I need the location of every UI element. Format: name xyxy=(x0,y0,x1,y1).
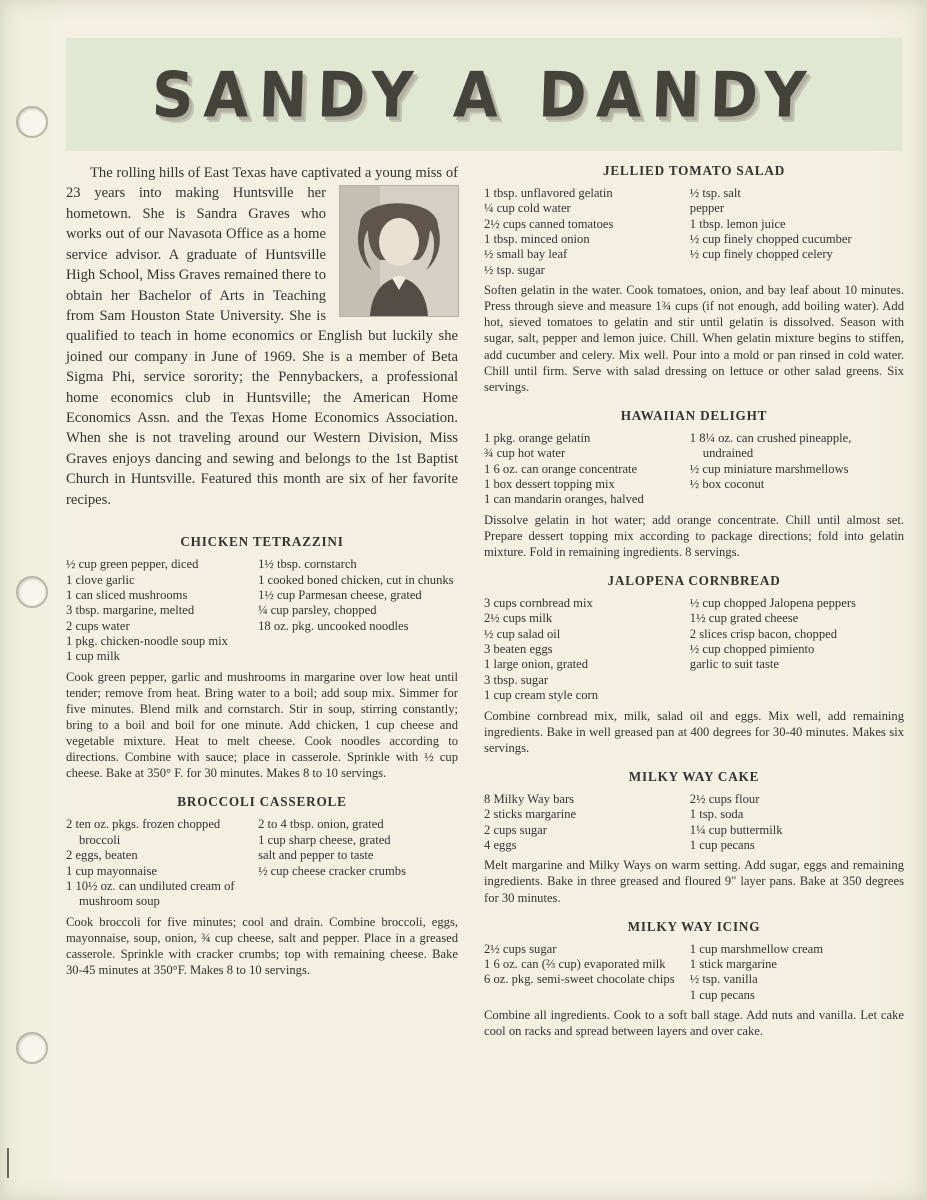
ingredient-column-right xyxy=(690,431,904,508)
ingredient-column-right xyxy=(258,557,458,665)
ingredient-item: 1 6 oz. can orange concentrate xyxy=(484,461,638,476)
recipe-title: JALOPENA CORNBREAD xyxy=(607,573,781,589)
portrait-photo xyxy=(340,186,458,316)
ingredient-item: 2½ cups canned tomatoes xyxy=(484,216,614,231)
ingredient-item: ¼ cup parsley, chopped xyxy=(258,603,377,618)
ingredient-item: ½ cup chopped Jalopena peppers xyxy=(689,596,856,611)
ingredient-item: ½ cup cheese cracker crumbs xyxy=(258,863,406,878)
ingredient-item: 2½ cups sugar xyxy=(484,941,557,956)
ingredient-item: 1 6 oz. can (⅔ cup) evaporated milk xyxy=(484,957,666,972)
ingredient-item: ½ cup finely chopped celery xyxy=(689,247,833,262)
ingredient-item: 1 pkg. orange gelatin xyxy=(484,430,591,445)
ingredient-item: 1 cup mayonnaise xyxy=(66,863,157,878)
ingredient-item: 1 cup pecans xyxy=(689,837,755,852)
ingredient-item: 2 ten oz. pkgs. frozen chopped broccoli xyxy=(66,817,221,847)
punch-hole-bottom xyxy=(16,1032,48,1064)
ingredient-item: 1 tbsp. unflavored gelatin xyxy=(484,186,613,200)
ingredient-item: 3 beaten eggs xyxy=(484,642,553,657)
scan-artifact-mark xyxy=(7,1148,9,1178)
recipe-title: MILKY WAY ICING xyxy=(627,918,761,934)
ingredient-item: 1 pkg. chicken-noodle soup mix xyxy=(66,633,228,648)
ingredient-item: 1 can mandarin oranges, halved xyxy=(484,492,644,507)
ingredient-column-left xyxy=(484,431,690,508)
recipe-jellied-tomato-salad xyxy=(484,163,904,395)
ingredient-item: 1 tbsp. minced onion xyxy=(484,232,590,247)
ingredient-lists xyxy=(66,557,458,665)
ingredient-lists xyxy=(484,431,904,508)
ingredient-item: 1½ cup Parmesan cheese, grated xyxy=(258,587,422,602)
ingredient-lists xyxy=(66,817,458,909)
ingredient-item: 3 tbsp. sugar xyxy=(484,672,549,687)
ingredient-item: 2½ cups milk xyxy=(484,611,553,626)
ingredient-item: 1½ tbsp. cornstarch xyxy=(258,557,357,572)
ingredient-item: 3 tbsp. margarine, melted xyxy=(66,603,195,618)
ingredient-column-right xyxy=(258,817,458,909)
ingredient-lists xyxy=(484,792,904,853)
right-column xyxy=(484,163,904,1052)
ingredient-column-left xyxy=(484,942,690,1003)
ingredient-column-right xyxy=(690,596,904,704)
ingredient-item: 6 oz. pkg. semi-sweet chocolate chips xyxy=(484,972,675,987)
recipe-instructions: Cook green pepper, garlic and mushrooms in margarine over low heat until tender; remove from heat. Bring water to a boil; add soup mix. Simmer for five minutes. Blend milk and cornstarch. Stir in soup, stirring constantly; bring to a boil and boil for one minute. Add chicken, 1 cup cheese and vegetable mixture. Heat to melt cheese. Cook noodles according to directions. Combine with sauce; place in casserole. Sprinkle with ½ cup cheese. Bake at 350° F. for 30 minutes. Makes 8 to 10 servings. xyxy=(66,669,458,781)
ingredient-column-left xyxy=(66,557,258,665)
page-title: SANDY A DANDY xyxy=(150,57,818,132)
recipe-title: HAWAIIAN DELIGHT xyxy=(620,407,768,423)
ingredient-item: 1½ cup grated cheese xyxy=(689,611,799,626)
intro-text-start: The rolling hills of East Texas have captivated a young miss of 23 years into making Huntsville xyxy=(66,165,458,202)
ingredient-item: 3 cups cornbread mix xyxy=(484,596,593,611)
ingredient-lists xyxy=(484,942,904,1003)
ingredient-column-left xyxy=(66,817,258,909)
ingredient-item: 1 cup cream style corn xyxy=(484,688,598,703)
ingredient-item: 8 Milky Way bars xyxy=(484,791,575,806)
recipe-milky-way-icing xyxy=(484,919,904,1040)
recipe-chicken-tetrazzini xyxy=(66,534,458,781)
ingredient-lists xyxy=(484,596,904,704)
ingredient-item: 2 slices crisp bacon, chopped xyxy=(689,626,838,641)
recipe-title: BROCCOLI CASSEROLE xyxy=(177,794,347,810)
page-content xyxy=(66,163,904,1052)
masthead-band xyxy=(66,38,902,151)
recipe-instructions: Soften gelatin in the water. Cook tomatoes, onion, and bay leaf about 10 minutes. Press through sieve and measure 1¾ cups (if not enough, add boiling water). Add hot, sieved tomatoes to gelatin and stir until gelatin is dissolved. Season with sugar, salt, pepper and lemon juice. Chill. When gelatin mixture begins to stiffen, add cucumber and celery. Mix well. Pour into a mold or pan rinsed in cold water. Chill until firm. Serve with salad dressing on lettuce or other salad greens. Six servings. xyxy=(484,283,904,394)
intro-paragraph xyxy=(66,163,458,510)
ingredient-item: 1 cooked boned chicken, cut in chunks xyxy=(258,572,454,587)
ingredient-item: ½ small bay leaf xyxy=(484,247,568,262)
ingredient-item: ½ tsp. salt xyxy=(689,186,741,200)
ingredient-item: 1 tbsp. lemon juice xyxy=(689,216,786,231)
ingredient-column-left xyxy=(484,186,690,278)
ingredient-lists xyxy=(484,186,904,278)
ingredient-item: salt and pepper to taste xyxy=(258,848,374,863)
ingredient-column-left xyxy=(484,792,690,853)
ingredient-column-left xyxy=(484,596,690,704)
ingredient-item: 1 stick margarine xyxy=(689,957,777,972)
ingredient-item: ½ tsp. sugar xyxy=(484,262,545,277)
ingredient-item: 2 to 4 tbsp. onion, grated xyxy=(258,817,384,832)
ingredient-column-right xyxy=(690,792,904,853)
ingredient-item: ½ cup miniature marshmellows xyxy=(689,461,849,476)
intro-text-rest: her hometown. She is Sandra Graves who works out of our Navasota Office as a home service advisor. A graduate of Huntsville High School, Miss Graves remained there to obtain her Bachelor of Arts in Teaching from Sam Houston State University. She is qualified to teach in home economics or English but luckily she joined our company in June of 1969. She is a member of Beta Sigma Phi, service sorority; the Pennybackers, a professional home economics club in Huntsville; the American Home Economics Assn. and the Texas Home Economics Association. When she is not traveling around our Western Division, Miss Graves enjoys dancing and sewing and belongs to the 1st Baptist Church in Huntsville. Featured this month are six of her favorite recipes. xyxy=(66,185,458,508)
recipe-title: CHICKEN TETRAZZINI xyxy=(180,534,344,550)
ingredient-item: ½ box coconut xyxy=(689,477,765,491)
ingredient-item: 1 large onion, grated xyxy=(484,657,588,672)
recipe-instructions: Combine all ingredients. Cook to a soft ball stage. Add nuts and vanilla. Let cake cool on racks and spread between layers and over cake. xyxy=(484,1008,904,1039)
ingredient-item: 4 eggs xyxy=(484,837,517,852)
ingredient-item: 1 cup sharp cheese, grated xyxy=(258,832,391,847)
recipe-hawaiian-delight xyxy=(484,408,904,560)
recipes-right xyxy=(484,163,904,1039)
left-column xyxy=(66,163,458,1052)
ingredient-item: 1 8¼ oz. can crushed pineapple, undrained xyxy=(689,430,852,461)
recipe-instructions: Cook broccoli for five minutes; cool and drain. Combine broccoli, eggs, mayonnaise, soup, onion, ¾ cup cheese, salt and pepper. Place in a greased casserole. Sprinkle with cracker crumbs; top with remaining cheese. Bake 30-45 minutes at 350°F. Makes 8 to 10 servings. xyxy=(66,914,458,977)
recipe-title: MILKY WAY CAKE xyxy=(628,768,760,784)
punch-hole-top xyxy=(16,106,48,138)
ingredient-item: ½ tsp. vanilla xyxy=(689,972,758,987)
ingredient-item: ¼ cup cold water xyxy=(484,201,571,216)
ingredient-item: ½ cup finely chopped cucumber xyxy=(689,232,852,247)
ingredient-item: 1 cup milk xyxy=(66,649,120,664)
ingredient-column-right xyxy=(690,186,904,278)
ingredient-item: 2½ cups flour xyxy=(689,791,760,806)
ingredient-item: 18 oz. pkg. uncooked noodles xyxy=(258,618,409,633)
ingredient-item: 2 eggs, beaten xyxy=(66,848,138,863)
ingredient-item: ½ cup chopped pimiento xyxy=(689,642,815,657)
ingredient-item: 1 clove garlic xyxy=(66,572,135,587)
recipe-instructions: Dissolve gelatin in hot water; add orange concentrate. Chill until almost set. Prepare dessert topping mix according to package directions; fold into gelatin mixture. Fold in remaining ingredients. 8 servings. xyxy=(484,512,904,559)
recipe-title: JELLIED TOMATO SALAD xyxy=(602,163,786,178)
ingredient-item: 1 cup marshmellow cream xyxy=(689,941,824,956)
ingredient-item: ½ cup salad oil xyxy=(484,626,561,641)
recipes-left xyxy=(66,534,458,978)
recipe-jalopena-cornbread xyxy=(484,573,904,756)
ingredient-item: 1 box dessert topping mix xyxy=(484,477,615,491)
punch-hole-middle xyxy=(16,576,48,608)
ingredient-item: ½ cup green pepper, diced xyxy=(66,557,199,572)
ingredient-item: 1 cup pecans xyxy=(689,987,755,1002)
ingredient-item: 1 tsp. soda xyxy=(689,807,744,822)
recipe-milky-way-cake xyxy=(484,769,904,906)
recipe-broccoli-casserole xyxy=(66,794,458,978)
recipe-instructions: Combine cornbread mix, milk, salad oil and eggs. Mix well, add remaining ingredients. Bake in well greased pan at 400 degrees for 30-40 minutes. Makes six servings. xyxy=(484,708,904,755)
ingredient-item: 2 sticks margarine xyxy=(484,807,577,822)
ingredient-item: pepper xyxy=(689,201,725,216)
ingredient-item: 1¼ cup buttermilk xyxy=(689,822,783,837)
ingredient-column-right xyxy=(690,942,904,1003)
recipe-instructions: Melt margarine and Milky Ways on warm setting. Add sugar, eggs and remaining ingredients. Bake in three greased and floured 9" layer pans. Bake at 350 degrees for 30 minutes. xyxy=(484,858,904,905)
ingredient-item: 2 cups water xyxy=(66,618,130,633)
ingredient-item: ¾ cup hot water xyxy=(484,446,566,461)
ingredient-item: 1 10½ oz. can undiluted cream of mushroom soup xyxy=(66,878,235,909)
ingredient-item: 2 cups sugar xyxy=(484,822,547,837)
ingredient-item: garlic to suit taste xyxy=(689,657,779,672)
ingredient-item: 1 can sliced mushrooms xyxy=(66,587,188,602)
